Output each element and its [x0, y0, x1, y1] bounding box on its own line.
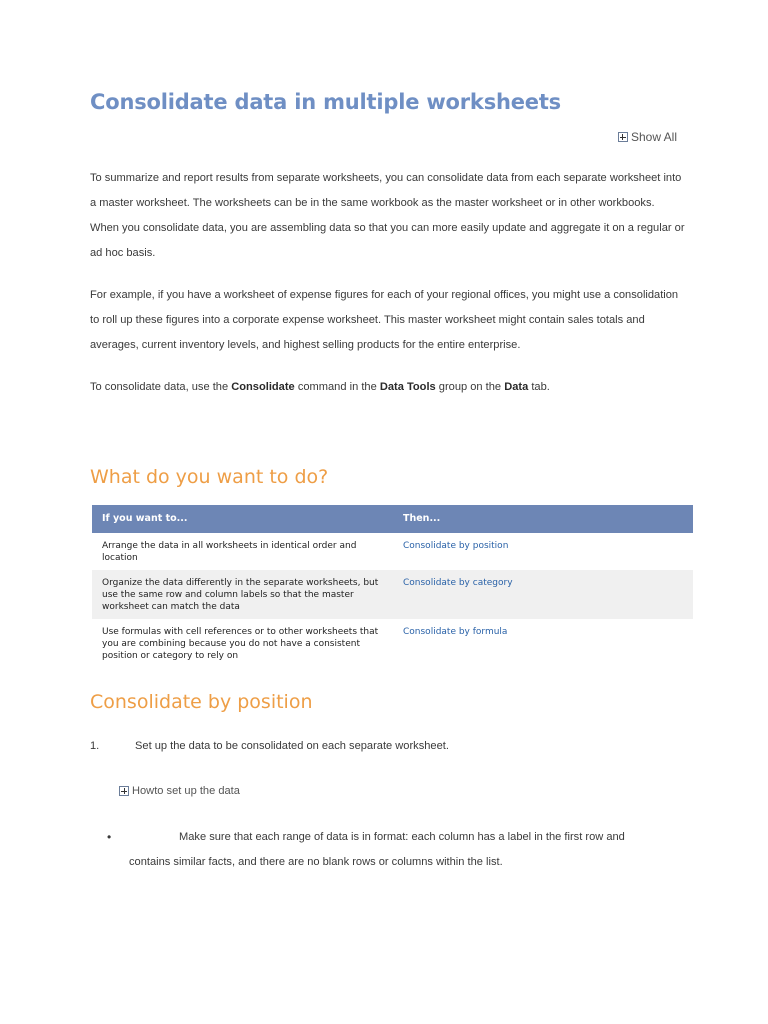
table-row — [92, 533, 693, 570]
section-heading-consolidate-by-position: Consolidate by position — [90, 691, 313, 713]
table-row — [92, 570, 693, 619]
header-then: Then... — [392, 505, 693, 533]
step-1 — [90, 740, 449, 752]
intro-paragraph-3 — [90, 375, 685, 400]
data-tools-group-label: Data Tools — [379, 381, 436, 393]
section-heading-what-to-do: What do you want to do? — [90, 466, 329, 488]
row-condition: Arrange the data in all worksheets in identical order and location — [102, 541, 357, 563]
page-title: Consolidate data in multiple worksheets — [90, 90, 561, 114]
table-row — [92, 619, 693, 668]
expand-plus-icon[interactable] — [119, 786, 129, 796]
show-all-label[interactable]: Show All — [630, 130, 677, 144]
step-text: Set up the data to be consolidated on each separate worksheet. — [135, 740, 449, 752]
step-number: 1. — [90, 740, 100, 752]
howto-label[interactable]: Howto set up the data — [132, 785, 240, 797]
intro-paragraph-2: For example, if you have a worksheet of expense figures for each of your regional offices, you might use a consolidation to roll up these figures into a corporate expense worksheet. This master worksheet might contain sales totals and averages, current inventory levels, and highest selling products for the entire enterprise. — [90, 289, 679, 351]
howto-setup-link[interactable] — [119, 785, 240, 797]
bullet-icon: • — [107, 830, 112, 844]
p3-text-4: tab. — [528, 381, 550, 393]
bullet-line-2: contains similar facts, and there are no blank rows or columns within the list. — [129, 856, 503, 868]
consolidate-by-category-link[interactable]: Consolidate by category — [392, 570, 693, 619]
expand-plus-icon[interactable] — [618, 132, 628, 142]
show-all-link[interactable] — [618, 130, 677, 144]
consolidate-command-label: Consolidate — [231, 381, 295, 393]
consolidate-by-position-link[interactable]: Consolidate by position — [403, 541, 509, 551]
bullet-line-1: Make sure that each range of data is in format: each column has a label in the first row and — [179, 831, 625, 843]
row-condition: Organize the data differently in the separate worksheets, but use the same row and column labels so that the master worksheet can match the data — [92, 570, 392, 619]
row-condition: Use formulas with cell references or to other worksheets that you are combining because you do not have a consistent position or category to rely on — [102, 627, 379, 661]
header-if-you-want: If you want to... — [92, 505, 392, 533]
data-tab-label: Data — [504, 381, 529, 393]
options-table — [92, 505, 693, 668]
p3-text-3: group on the — [435, 381, 505, 393]
table-header-row — [92, 505, 693, 533]
bullet-item — [107, 825, 667, 875]
p3-text-1: To consolidate data, use the — [90, 381, 232, 393]
intro-paragraph-1: To summarize and report results from separate worksheets, you can consolidate data from each separate worksheet into a master worksheet. The worksheets can be in the same workbook as the master worksheet or in other workbooks. When you consolidate data, you are assembling data so that you can more easily update and aggregate it on a regular or ad hoc basis. — [90, 172, 685, 259]
consolidate-by-formula-link[interactable]: Consolidate by formula — [403, 627, 508, 637]
p3-text-2: command in the — [294, 381, 380, 393]
